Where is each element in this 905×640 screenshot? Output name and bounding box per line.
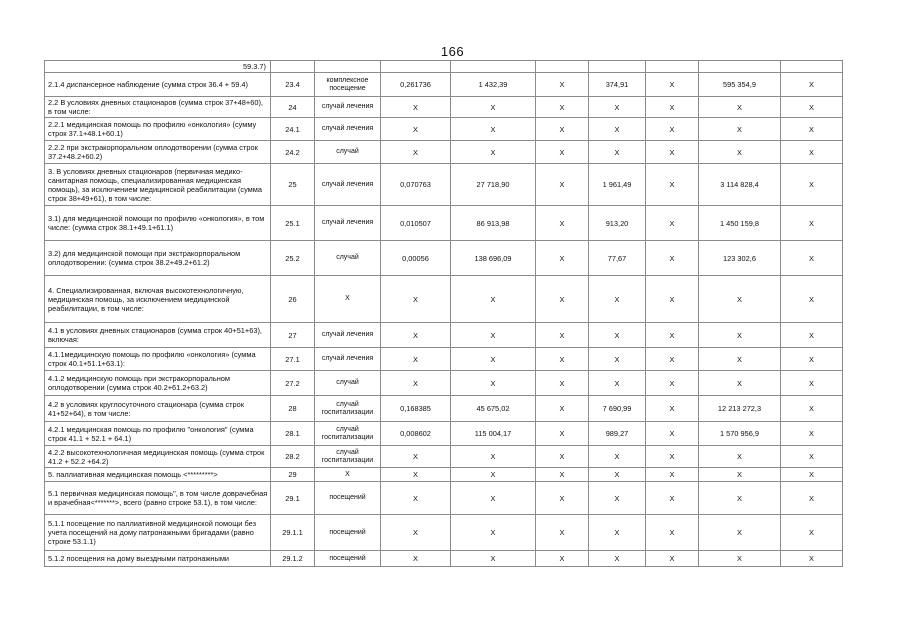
row-unit: посещений xyxy=(315,515,381,551)
row-value-c8: X xyxy=(646,515,699,551)
table-row xyxy=(45,515,843,551)
row-value-c9: X xyxy=(699,118,781,141)
row-description: 4. Специализированная, включая высокотехнологичную, медицинская помощь, за исключением медицинской реабилитации, в том числе: xyxy=(45,276,271,323)
row-value-c10: X xyxy=(781,141,843,164)
row-value-c5: 115 004,17 xyxy=(451,422,536,446)
row-value-c4: X xyxy=(381,482,451,515)
row-value-c6: X xyxy=(536,396,589,422)
row-value-c4: X xyxy=(381,551,451,567)
row-value-c5: X xyxy=(451,482,536,515)
row-description: 5. паллиативная медицинская помощь <*********> xyxy=(45,468,271,482)
row-value-c7: 989,27 xyxy=(589,422,646,446)
row-value-c7: X xyxy=(589,446,646,468)
row-code: 28.1 xyxy=(271,422,315,446)
row-value-c9: X xyxy=(699,515,781,551)
row-value-c6 xyxy=(536,61,589,73)
row-unit: случай лечения xyxy=(315,97,381,118)
row-code: 29 xyxy=(271,468,315,482)
row-value-c9: X xyxy=(699,276,781,323)
row-value-c9: X xyxy=(699,348,781,371)
row-value-c8: X xyxy=(646,371,699,396)
row-value-c8: X xyxy=(646,141,699,164)
row-code: 23.4 xyxy=(271,73,315,97)
row-value-c4: 0,070763 xyxy=(381,164,451,206)
row-code: 27 xyxy=(271,323,315,348)
row-description: 2.2 В условиях дневных стационаров (сумма строк 37+48+60), в том числе: xyxy=(45,97,271,118)
row-value-c6: X xyxy=(536,323,589,348)
row-unit: комплексное посещение xyxy=(315,73,381,97)
row-unit: случай xyxy=(315,241,381,276)
row-value-c7 xyxy=(589,61,646,73)
row-value-c8: X xyxy=(646,118,699,141)
row-value-c7: X xyxy=(589,371,646,396)
row-code: 27.2 xyxy=(271,371,315,396)
row-value-c7: 7 690,99 xyxy=(589,396,646,422)
row-value-c10: X xyxy=(781,323,843,348)
row-unit: X xyxy=(315,468,381,482)
table-row xyxy=(45,73,843,97)
row-description: 4.2.2 высокотехнологичная медицинская помощь (сумма строк 41.2 + 52.2 +64.2) xyxy=(45,446,271,468)
row-unit: случай госпитализации xyxy=(315,396,381,422)
row-unit: случай лечения xyxy=(315,348,381,371)
row-description: 4.1.2 медицинскую помощь при экстракорпоральном оплодотворении (сумма строк 40.2+61.2+63.2) xyxy=(45,371,271,396)
row-value-c8: X xyxy=(646,276,699,323)
row-value-c8: X xyxy=(646,97,699,118)
row-value-c8: X xyxy=(646,73,699,97)
row-unit: случай xyxy=(315,371,381,396)
row-value-c4: X xyxy=(381,276,451,323)
row-value-c6: X xyxy=(536,164,589,206)
page-number: 166 xyxy=(440,44,465,59)
row-code: 25.2 xyxy=(271,241,315,276)
row-value-c4: X xyxy=(381,515,451,551)
row-value-c8: X xyxy=(646,422,699,446)
row-value-c4: 0,008602 xyxy=(381,422,451,446)
row-value-c4 xyxy=(381,61,451,73)
row-code: 29.1 xyxy=(271,482,315,515)
row-description: 5.1.1 посещение по паллиативной медицинской помощи без учета посещений на дому патронажными бригадами (равно строке 53.1.1) xyxy=(45,515,271,551)
row-description: 4.2.1 медицинская помощь по профилю "онкология" (сумма строк 41.1 + 52.1 + 64.1) xyxy=(45,422,271,446)
row-code: 24.2 xyxy=(271,141,315,164)
row-value-c10: X xyxy=(781,276,843,323)
row-description: 2.2.2 при экстракорпоральном оплодотворении (сумма строк 37.2+48.2+60.2) xyxy=(45,141,271,164)
table-row xyxy=(45,446,843,468)
row-unit: случай лечения xyxy=(315,118,381,141)
row-description: 5.1 первичная медицинская помощь", в том числе доврачебная и врачебная<*******>, всего (равно строке 53.1), в том числе: xyxy=(45,482,271,515)
row-value-c9 xyxy=(699,61,781,73)
row-value-c8 xyxy=(646,61,699,73)
row-value-c10: X xyxy=(781,446,843,468)
row-unit: X xyxy=(315,276,381,323)
row-unit xyxy=(315,61,381,73)
row-value-c7: X xyxy=(589,482,646,515)
row-value-c6: X xyxy=(536,141,589,164)
row-value-c8: X xyxy=(646,551,699,567)
row-description: 5.1.2 посещения на дому выездными патронажными xyxy=(45,551,271,567)
row-code: 25.1 xyxy=(271,206,315,241)
row-value-c6: X xyxy=(536,118,589,141)
row-value-c10: X xyxy=(781,164,843,206)
table-row xyxy=(45,371,843,396)
row-value-c6: X xyxy=(536,348,589,371)
row-value-c9: X xyxy=(699,482,781,515)
row-description: 59.3.7) xyxy=(45,61,271,73)
row-value-c10: X xyxy=(781,515,843,551)
table-row xyxy=(45,422,843,446)
row-value-c5: 27 718,90 xyxy=(451,164,536,206)
row-value-c10: X xyxy=(781,482,843,515)
row-value-c10: X xyxy=(781,118,843,141)
row-value-c6: X xyxy=(536,206,589,241)
row-value-c9: 123 302,6 xyxy=(699,241,781,276)
row-value-c7: X xyxy=(589,515,646,551)
row-value-c7: X xyxy=(589,97,646,118)
row-value-c9: 595 354,9 xyxy=(699,73,781,97)
table-row xyxy=(45,348,843,371)
table-row xyxy=(45,276,843,323)
row-description: 4.1 в условиях дневных стационаров (сумма строк 40+51+63), включая: xyxy=(45,323,271,348)
row-value-c5: X xyxy=(451,446,536,468)
row-value-c8: X xyxy=(646,468,699,482)
row-value-c10: X xyxy=(781,371,843,396)
row-value-c5: X xyxy=(451,348,536,371)
row-value-c7: 77,67 xyxy=(589,241,646,276)
table-row xyxy=(45,241,843,276)
row-value-c6: X xyxy=(536,515,589,551)
row-unit: случай xyxy=(315,141,381,164)
row-code: 28.2 xyxy=(271,446,315,468)
row-value-c9: X xyxy=(699,323,781,348)
row-description: 4.1.1медицинскую помощь по профилю «онкология» (сумма строк 40.1+51.1+63.1): xyxy=(45,348,271,371)
row-value-c6: X xyxy=(536,446,589,468)
row-value-c9: X xyxy=(699,468,781,482)
row-value-c8: X xyxy=(646,482,699,515)
row-value-c5: 1 432,39 xyxy=(451,73,536,97)
row-value-c10: X xyxy=(781,97,843,118)
row-value-c7: X xyxy=(589,118,646,141)
row-code: 29.1.1 xyxy=(271,515,315,551)
row-value-c10: X xyxy=(781,468,843,482)
row-value-c9: X xyxy=(699,141,781,164)
row-value-c5: 138 696,09 xyxy=(451,241,536,276)
row-value-c10 xyxy=(781,61,843,73)
table-row xyxy=(45,97,843,118)
row-value-c9: 1 570 956,9 xyxy=(699,422,781,446)
table-row xyxy=(45,323,843,348)
row-value-c5 xyxy=(451,61,536,73)
row-value-c4: 0,00056 xyxy=(381,241,451,276)
row-unit: случай лечения xyxy=(315,164,381,206)
row-value-c6: X xyxy=(536,241,589,276)
row-value-c10: X xyxy=(781,551,843,567)
row-value-c7: X xyxy=(589,468,646,482)
row-value-c4: X xyxy=(381,446,451,468)
row-value-c5: 45 675,02 xyxy=(451,396,536,422)
data-table xyxy=(44,60,843,567)
row-value-c6: X xyxy=(536,482,589,515)
row-value-c5: X xyxy=(451,468,536,482)
row-value-c4: X xyxy=(381,348,451,371)
row-value-c9: 3 114 828,4 xyxy=(699,164,781,206)
row-unit: случай госпитализации xyxy=(315,422,381,446)
row-value-c4: X xyxy=(381,323,451,348)
row-value-c7: X xyxy=(589,348,646,371)
row-value-c6: X xyxy=(536,97,589,118)
row-value-c7: X xyxy=(589,276,646,323)
table-row xyxy=(45,551,843,567)
row-code: 25 xyxy=(271,164,315,206)
row-description: 3.2) для медицинской помощи при экстракорпоральном оплодотворении: (сумма строк 38.2+49.2+61.2) xyxy=(45,241,271,276)
row-value-c10: X xyxy=(781,241,843,276)
row-value-c10: X xyxy=(781,348,843,371)
row-unit: посещений xyxy=(315,482,381,515)
row-value-c8: X xyxy=(646,164,699,206)
row-description: 2.1.4 диспансерное наблюдение (сумма строк 36.4 + 59.4) xyxy=(45,73,271,97)
row-value-c8: X xyxy=(646,348,699,371)
row-value-c4: X xyxy=(381,97,451,118)
table-row xyxy=(45,206,843,241)
row-unit: случай госпитализации xyxy=(315,446,381,468)
row-value-c6: X xyxy=(536,422,589,446)
row-unit: случай лечения xyxy=(315,323,381,348)
table-row xyxy=(45,482,843,515)
row-value-c5: X xyxy=(451,118,536,141)
row-value-c7: 1 961,49 xyxy=(589,164,646,206)
row-value-c5: X xyxy=(451,371,536,396)
row-value-c4: X xyxy=(381,468,451,482)
row-value-c9: 12 213 272,3 xyxy=(699,396,781,422)
row-value-c6: X xyxy=(536,73,589,97)
row-value-c9: X xyxy=(699,371,781,396)
row-value-c9: 1 450 159,8 xyxy=(699,206,781,241)
row-value-c8: X xyxy=(646,241,699,276)
row-value-c7: 913,20 xyxy=(589,206,646,241)
row-code: 24 xyxy=(271,97,315,118)
table-row xyxy=(45,468,843,482)
row-value-c8: X xyxy=(646,396,699,422)
row-value-c5: X xyxy=(451,515,536,551)
row-value-c5: 86 913,98 xyxy=(451,206,536,241)
table-row xyxy=(45,141,843,164)
row-value-c10: X xyxy=(781,396,843,422)
table-row xyxy=(45,396,843,422)
row-unit: посещений xyxy=(315,551,381,567)
row-value-c6: X xyxy=(536,468,589,482)
row-code: 27.1 xyxy=(271,348,315,371)
row-value-c10: X xyxy=(781,206,843,241)
row-value-c9: X xyxy=(699,446,781,468)
row-value-c6: X xyxy=(536,371,589,396)
row-description: 2.2.1 медицинская помощь по профилю «онкология» (сумму строк 37.1+48.1+60.1) xyxy=(45,118,271,141)
row-value-c10: X xyxy=(781,73,843,97)
row-value-c4: X xyxy=(381,118,451,141)
row-value-c5: X xyxy=(451,97,536,118)
row-code: 26 xyxy=(271,276,315,323)
row-value-c4: 0,168385 xyxy=(381,396,451,422)
row-value-c5: X xyxy=(451,551,536,567)
row-value-c7: X xyxy=(589,551,646,567)
row-value-c10: X xyxy=(781,422,843,446)
row-value-c7: X xyxy=(589,141,646,164)
row-value-c8: X xyxy=(646,446,699,468)
row-value-c7: X xyxy=(589,323,646,348)
row-description: 3. В условиях дневных стационаров (первичная медико-санитарная помощь, специализированная медицинская помощь), за исключением медицинской реабилитации (сумма строк 38+49+61), в том числе: xyxy=(45,164,271,206)
row-value-c4: 0,010507 xyxy=(381,206,451,241)
row-code xyxy=(271,61,315,73)
row-value-c8: X xyxy=(646,206,699,241)
row-value-c4: 0,261736 xyxy=(381,73,451,97)
row-value-c6: X xyxy=(536,551,589,567)
table-row xyxy=(45,118,843,141)
row-value-c9: X xyxy=(699,97,781,118)
row-description: 3.1) для медицинской помощи по профилю «онкология», в том числе: (сумма строк 38.1+49.1+61.1) xyxy=(45,206,271,241)
row-description: 4.2 в условиях круглосуточного стационара (сумма строк 41+52+64), в том числе: xyxy=(45,396,271,422)
row-code: 24.1 xyxy=(271,118,315,141)
row-value-c5: X xyxy=(451,141,536,164)
row-value-c4: X xyxy=(381,141,451,164)
row-value-c9: X xyxy=(699,551,781,567)
row-value-c8: X xyxy=(646,323,699,348)
row-value-c5: X xyxy=(451,276,536,323)
row-code: 29.1.2 xyxy=(271,551,315,567)
row-unit: случай лечения xyxy=(315,206,381,241)
row-value-c6: X xyxy=(536,276,589,323)
row-value-c7: 374,91 xyxy=(589,73,646,97)
row-value-c5: X xyxy=(451,323,536,348)
table-row xyxy=(45,61,843,73)
row-code: 28 xyxy=(271,396,315,422)
row-value-c4: X xyxy=(381,371,451,396)
table-row xyxy=(45,164,843,206)
